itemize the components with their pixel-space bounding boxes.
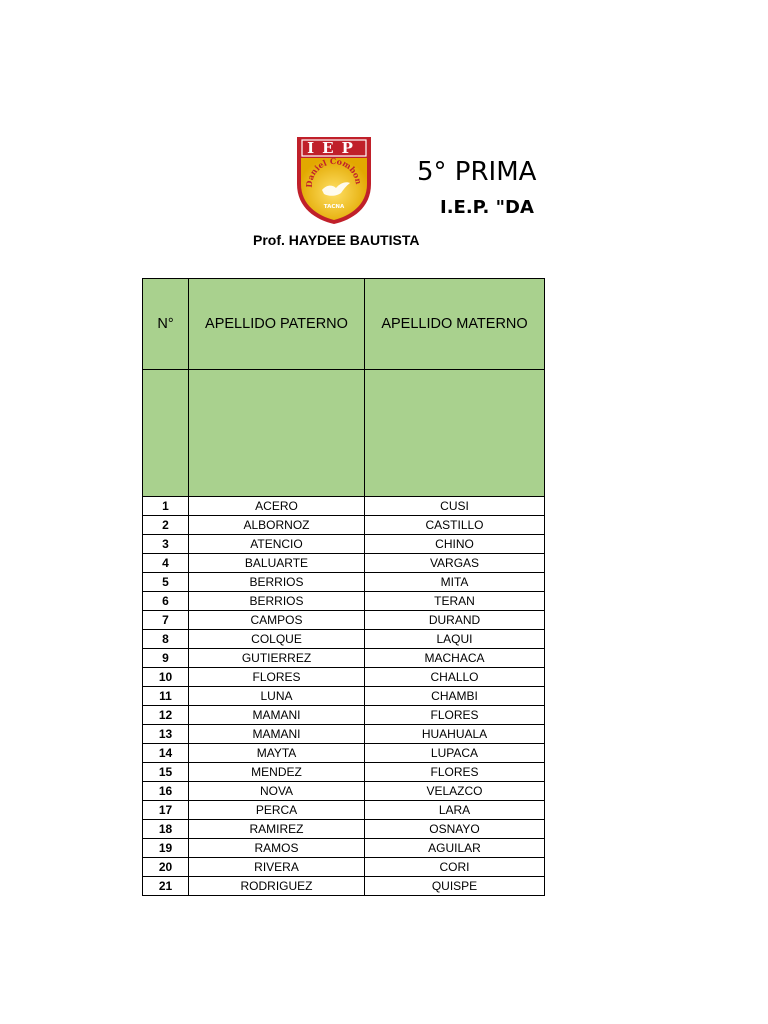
table-row — [143, 858, 545, 877]
row-number: 16 — [143, 782, 189, 801]
teacher-name: Prof. HAYDEE BAUTISTA — [253, 232, 420, 248]
logo-arc-text: Daniel Combon — [303, 155, 365, 188]
apellido-materno-cell: CHAMBI — [365, 687, 545, 706]
header-number: N° — [143, 279, 189, 370]
row-number: 21 — [143, 877, 189, 896]
apellido-paterno-cell: MAMANI — [189, 706, 365, 725]
row-number: 1 — [143, 497, 189, 516]
blank-cell — [189, 370, 365, 497]
apellido-paterno-cell: BERRIOS — [189, 573, 365, 592]
table-row — [143, 554, 545, 573]
table-row — [143, 820, 545, 839]
row-number: 20 — [143, 858, 189, 877]
apellido-materno-cell: CORI — [365, 858, 545, 877]
table-row — [143, 497, 545, 516]
apellido-paterno-cell: PERCA — [189, 801, 365, 820]
school-crest-logo — [294, 134, 374, 226]
logo-banner-text: IEP — [307, 139, 361, 157]
apellido-paterno-cell: RIVERA — [189, 858, 365, 877]
table-row — [143, 801, 545, 820]
row-number: 5 — [143, 573, 189, 592]
apellido-materno-cell: CHALLO — [365, 668, 545, 687]
row-number: 13 — [143, 725, 189, 744]
apellido-paterno-cell: MAMANI — [189, 725, 365, 744]
row-number: 15 — [143, 763, 189, 782]
row-number: 8 — [143, 630, 189, 649]
table-row — [143, 725, 545, 744]
table-row — [143, 592, 545, 611]
apellido-paterno-cell: CAMPOS — [189, 611, 365, 630]
apellido-materno-cell: DURAND — [365, 611, 545, 630]
table-header-row — [143, 279, 545, 370]
apellido-paterno-cell: ALBORNOZ — [189, 516, 365, 535]
row-number: 11 — [143, 687, 189, 706]
table-row — [143, 535, 545, 554]
apellido-paterno-cell: ATENCIO — [189, 535, 365, 554]
table-row — [143, 649, 545, 668]
table-row — [143, 630, 545, 649]
apellido-materno-cell: OSNAYO — [365, 820, 545, 839]
apellido-materno-cell: FLORES — [365, 706, 545, 725]
apellido-materno-cell: LAQUI — [365, 630, 545, 649]
table-row — [143, 687, 545, 706]
apellido-materno-cell: CUSI — [365, 497, 545, 516]
apellido-paterno-cell: GUTIERREZ — [189, 649, 365, 668]
page-title: 5° PRIMA — [417, 157, 537, 187]
row-number: 12 — [143, 706, 189, 725]
row-number: 4 — [143, 554, 189, 573]
table-row — [143, 573, 545, 592]
row-number: 6 — [143, 592, 189, 611]
row-number: 17 — [143, 801, 189, 820]
row-number: 14 — [143, 744, 189, 763]
table-row — [143, 706, 545, 725]
header-apellido-materno: APELLIDO MATERNO — [365, 279, 545, 370]
table-row — [143, 782, 545, 801]
apellido-materno-cell: FLORES — [365, 763, 545, 782]
apellido-materno-cell: AGUILAR — [365, 839, 545, 858]
row-number: 10 — [143, 668, 189, 687]
apellido-paterno-cell: BERRIOS — [189, 592, 365, 611]
apellido-paterno-cell: MAYTA — [189, 744, 365, 763]
apellido-materno-cell: CASTILLO — [365, 516, 545, 535]
row-number: 7 — [143, 611, 189, 630]
table-row — [143, 744, 545, 763]
apellido-materno-cell: VARGAS — [365, 554, 545, 573]
apellido-paterno-cell: MENDEZ — [189, 763, 365, 782]
row-number: 9 — [143, 649, 189, 668]
row-number: 18 — [143, 820, 189, 839]
apellido-paterno-cell: RAMIREZ — [189, 820, 365, 839]
blank-cell — [365, 370, 545, 497]
table-row — [143, 763, 545, 782]
logo-city-text: TACNA — [323, 204, 345, 210]
apellido-materno-cell: MACHACA — [365, 649, 545, 668]
table-row — [143, 516, 545, 535]
apellido-paterno-cell: FLORES — [189, 668, 365, 687]
table-row — [143, 839, 545, 858]
apellido-materno-cell: QUISPE — [365, 877, 545, 896]
apellido-materno-cell: TERAN — [365, 592, 545, 611]
row-number: 19 — [143, 839, 189, 858]
apellido-materno-cell: LARA — [365, 801, 545, 820]
row-number: 3 — [143, 535, 189, 554]
page-subtitle: I.E.P. "DA — [440, 197, 534, 218]
apellido-paterno-cell: COLQUE — [189, 630, 365, 649]
apellido-paterno-cell: NOVA — [189, 782, 365, 801]
apellido-materno-cell: MITA — [365, 573, 545, 592]
table-row — [143, 611, 545, 630]
apellido-paterno-cell: LUNA — [189, 687, 365, 706]
apellido-materno-cell: VELAZCO — [365, 782, 545, 801]
student-table — [142, 278, 545, 896]
apellido-materno-cell: HUAHUALA — [365, 725, 545, 744]
header-apellido-paterno: APELLIDO PATERNO — [189, 279, 365, 370]
apellido-materno-cell: CHINO — [365, 535, 545, 554]
table-row — [143, 877, 545, 896]
blank-header-row — [143, 370, 545, 497]
row-number: 2 — [143, 516, 189, 535]
apellido-paterno-cell: ACERO — [189, 497, 365, 516]
apellido-materno-cell: LUPACA — [365, 744, 545, 763]
table-row — [143, 668, 545, 687]
apellido-paterno-cell: RODRIGUEZ — [189, 877, 365, 896]
blank-cell — [143, 370, 189, 497]
apellido-paterno-cell: BALUARTE — [189, 554, 365, 573]
apellido-paterno-cell: RAMOS — [189, 839, 365, 858]
